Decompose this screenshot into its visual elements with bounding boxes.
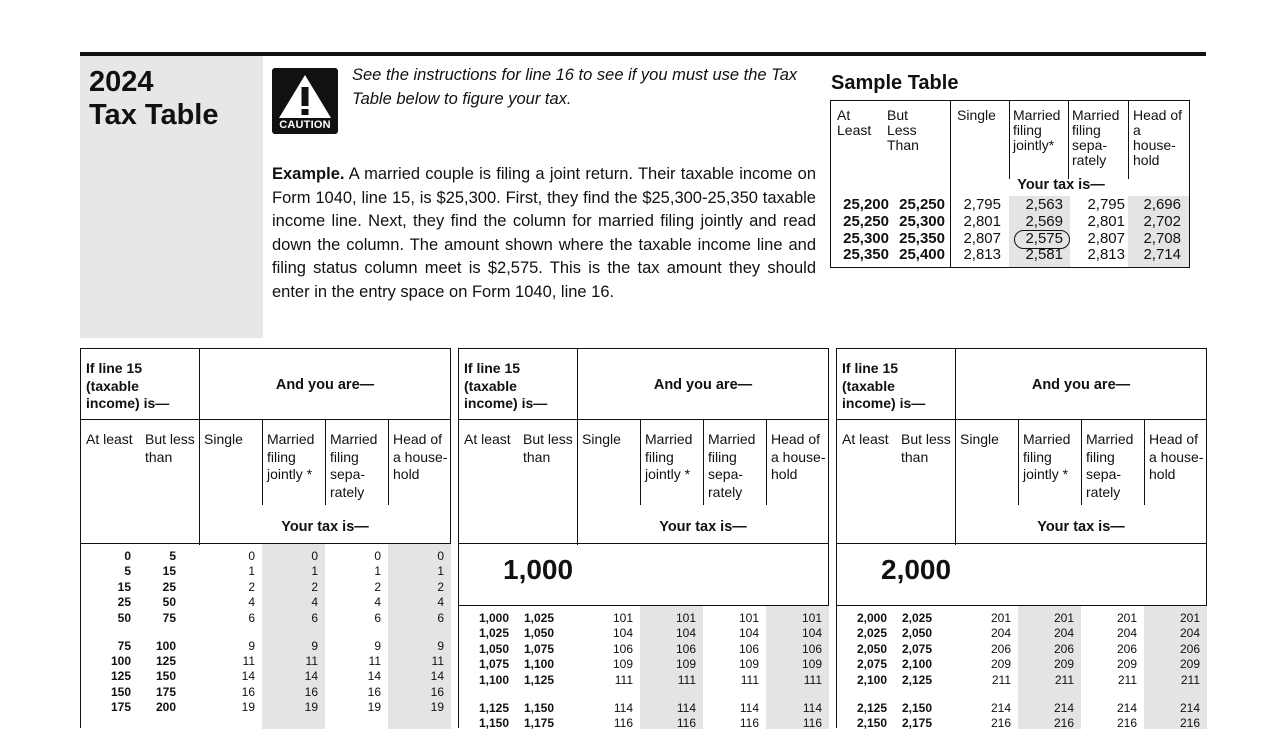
sample-cell: 2,813	[1087, 246, 1125, 264]
table-cell: 19	[241, 700, 255, 715]
if-line-label: If line 15 (taxable income) is—	[86, 360, 170, 411]
year-title: 2024	[89, 66, 154, 98]
column-header: Married filing sepa-rately	[708, 431, 756, 500]
table-row	[459, 657, 829, 673]
sample-cell: 2,702	[1143, 212, 1181, 230]
sample-cell: 25,250	[843, 212, 889, 230]
table-row	[459, 642, 829, 658]
sample-cell: 25,350	[899, 229, 945, 247]
if-line-label: If line 15 (taxable income) is—	[842, 360, 926, 411]
table-row	[81, 654, 451, 670]
sample-cell: 2,563	[1025, 196, 1063, 213]
table-cell: 1	[437, 564, 444, 579]
table-cell: 204	[1053, 626, 1074, 641]
sample-row	[831, 197, 1189, 214]
sample-header: Married filing jointly*	[1013, 107, 1061, 153]
table-cell: 106	[675, 641, 696, 656]
sample-cell: 2,708	[1143, 229, 1181, 247]
table-cell: 1,050	[523, 626, 554, 641]
sample-cell: 25,300	[899, 212, 945, 230]
table-cell: 2,125	[901, 672, 932, 687]
thousand-heading: 2,000	[881, 554, 952, 585]
table-cell: 16	[241, 684, 255, 699]
table-cell: 4	[248, 595, 255, 610]
table-cell: 206	[1116, 641, 1137, 656]
sample-cell: 2,807	[1087, 229, 1125, 247]
sample-cell: 2,696	[1143, 196, 1181, 213]
column-header: But less than	[145, 431, 195, 465]
table-row	[459, 701, 829, 717]
sample-cell: 25,250	[899, 196, 945, 213]
table-cell: 150	[110, 684, 131, 699]
sample-divider	[1009, 101, 1010, 179]
table-cell: 2,025	[901, 611, 932, 625]
table-cell: 6	[437, 610, 444, 625]
table-cell: 11	[368, 653, 381, 668]
column-header: At least	[464, 431, 511, 447]
table-cell: 4	[374, 595, 381, 610]
table-cell: 1,050	[478, 641, 509, 656]
table-cell: 1,025	[478, 626, 509, 641]
table-cell: 216	[1179, 715, 1200, 730]
column-header: Married filing sepa-rately	[1086, 431, 1134, 500]
table-row	[837, 701, 1207, 717]
table-row	[81, 564, 451, 580]
table-cell: 0	[124, 549, 131, 563]
sample-cell: 2,581	[1025, 246, 1063, 264]
table-cell: 25	[162, 579, 176, 594]
tax-table-panel	[836, 348, 1207, 728]
table-cell: 101	[612, 611, 633, 625]
sample-cell: 2,807	[963, 229, 1001, 247]
table-cell: 101	[738, 611, 759, 625]
table-divider	[388, 419, 389, 505]
table-cell: 9	[248, 638, 255, 653]
table-cell: 100	[110, 653, 131, 668]
table-cell: 6	[248, 610, 255, 625]
sample-cell: 2,575	[1025, 229, 1063, 247]
sample-divider	[1128, 101, 1129, 179]
table-cell: 50	[162, 595, 176, 610]
sample-cell: 2,801	[963, 212, 1001, 230]
table-divider	[703, 419, 704, 505]
table-cell: 16	[430, 684, 444, 699]
table-cell: 2,175	[901, 715, 932, 730]
table-divider	[1018, 419, 1019, 505]
table-cell: 1,100	[478, 672, 509, 687]
page-title: Tax Table	[89, 99, 219, 131]
table-cell: 2,150	[901, 700, 932, 715]
table-cell: 216	[1116, 715, 1137, 730]
table-cell: 104	[675, 626, 696, 641]
sample-row	[831, 231, 1189, 248]
table-cell: 2,075	[856, 657, 887, 672]
table-cell: 19	[367, 700, 381, 715]
table-cell: 209	[1116, 657, 1137, 672]
table-divider	[325, 419, 326, 505]
table-divider	[1144, 419, 1145, 505]
tax-table-panel	[458, 348, 829, 728]
table-row	[837, 611, 1207, 627]
table-cell: 114	[802, 700, 822, 715]
table-cell: 16	[304, 684, 318, 699]
table-cell: 100	[155, 638, 176, 653]
table-cell: 2,125	[856, 700, 887, 715]
table-cell: 201	[990, 611, 1011, 625]
table-cell: 216	[990, 715, 1011, 730]
table-cell: 11	[431, 653, 444, 668]
table-cell: 6	[374, 610, 381, 625]
table-rule	[81, 419, 199, 420]
sample-cell: 2,714	[1143, 246, 1181, 264]
table-divider	[766, 419, 767, 505]
table-cell: 1,150	[523, 700, 554, 715]
column-header: Married filing jointly *	[267, 431, 315, 482]
table-cell: 9	[437, 638, 444, 653]
intro-text: See the instructions for line 16 to see if you must use the Tax Table below to figure your tax.	[352, 66, 798, 108]
thousand-heading: 1,000	[503, 554, 574, 585]
table-cell: 15	[117, 579, 131, 594]
caution-label: CAUTION	[279, 119, 331, 131]
table-cell: 2,050	[856, 641, 887, 656]
table-cell: 19	[304, 700, 318, 715]
table-cell: 111	[803, 672, 822, 687]
table-row	[81, 669, 451, 685]
table-cell: 25	[117, 595, 131, 610]
table-cell: 106	[612, 641, 633, 656]
table-cell: 116	[739, 715, 759, 730]
and-you-are-label: And you are—	[653, 377, 753, 393]
table-cell: 111	[614, 672, 633, 687]
table-cell: 1,125	[523, 672, 554, 687]
sample-cell: 2,795	[963, 196, 1001, 213]
table-cell: 211	[1117, 672, 1137, 687]
table-cell: 14	[430, 669, 444, 684]
table-cell: 101	[801, 611, 822, 625]
table-cell: 1,150	[478, 715, 509, 730]
table-row	[837, 657, 1207, 673]
table-cell: 111	[740, 672, 759, 687]
table-cell: 206	[1053, 641, 1074, 656]
table-rule	[837, 543, 1207, 544]
table-cell: 201	[1116, 611, 1137, 625]
sample-table	[830, 100, 1190, 268]
column-header: Married filing jointly *	[645, 431, 693, 482]
table-cell: 4	[311, 595, 318, 610]
table-cell: 1	[248, 564, 255, 579]
sample-table-title: Sample Table	[831, 72, 959, 94]
and-you-are-label: And you are—	[275, 377, 375, 393]
table-cell: 0	[311, 549, 318, 563]
table-cell: 75	[117, 638, 131, 653]
table-rule	[459, 543, 829, 544]
table-cell: 0	[374, 549, 381, 563]
table-cell: 50	[117, 610, 131, 625]
table-cell: 1,075	[478, 657, 509, 672]
table-rule	[459, 605, 829, 606]
table-cell: 211	[1180, 672, 1200, 687]
example-text: A married couple is filing a joint return. Their taxable income on Form 1040, line 15, is $25,300. First, they find the $25,300-25,350 taxable income line. Next, they find the column for married filing jointly and read down the column. The amount shown where the taxable income line and filing status column meet is $2,575. This is the tax amount they should enter in the entry space on Form 1040, line 16.	[272, 165, 816, 301]
table-cell: 0	[437, 549, 444, 563]
table-cell: 109	[801, 657, 822, 672]
table-cell: 2,025	[856, 626, 887, 641]
example-label: Example.	[272, 165, 345, 183]
table-cell: 204	[1179, 626, 1200, 641]
your-tax-label: Your tax is—	[1037, 519, 1125, 535]
table-cell: 206	[990, 641, 1011, 656]
if-line-label: If line 15 (taxable income) is—	[464, 360, 548, 411]
table-cell: 1	[374, 564, 381, 579]
table-cell: 2	[248, 579, 255, 594]
table-cell: 116	[613, 715, 633, 730]
table-cell: 109	[675, 657, 696, 672]
table-cell: 19	[430, 700, 444, 715]
table-cell: 106	[801, 641, 822, 656]
table-row	[81, 595, 451, 611]
column-header: Head of a house-hold	[393, 431, 448, 482]
table-cell: 5	[169, 549, 176, 563]
tax-table-panel	[80, 348, 451, 728]
table-rule	[459, 419, 577, 420]
table-row	[459, 716, 829, 731]
table-cell: 201	[1053, 611, 1074, 625]
table-cell: 116	[802, 715, 822, 730]
table-cell: 1,000	[478, 611, 509, 625]
table-cell: 2,050	[901, 626, 932, 641]
column-header: Married filing jointly *	[1023, 431, 1071, 482]
table-cell: 214	[990, 700, 1011, 715]
table-cell: 1,175	[523, 715, 554, 730]
table-cell: 211	[1054, 672, 1074, 687]
table-cell: 175	[110, 700, 131, 715]
sample-cell: 2,795	[1087, 196, 1125, 213]
table-row	[81, 700, 451, 716]
your-tax-label: Your tax is—	[281, 519, 369, 535]
sample-header: Married filing sepa-rately	[1072, 107, 1120, 168]
table-cell: 209	[1053, 657, 1074, 672]
sample-your-tax: Your tax is—	[1017, 177, 1105, 193]
column-header: At least	[842, 431, 889, 447]
example-paragraph	[272, 163, 816, 304]
table-row	[81, 580, 451, 596]
column-header: Head of a house-hold	[1149, 431, 1204, 482]
sample-cell: 2,801	[1087, 212, 1125, 230]
table-cell: 11	[305, 653, 318, 668]
table-row	[837, 642, 1207, 658]
table-row	[459, 626, 829, 642]
sample-header: Single	[957, 107, 996, 123]
column-header: Head of a house-hold	[771, 431, 826, 482]
table-cell: 216	[1053, 715, 1074, 730]
table-cell: 175	[155, 684, 176, 699]
table-cell: 16	[367, 684, 381, 699]
table-cell: 14	[367, 669, 381, 684]
table-row	[81, 549, 451, 565]
table-cell: 204	[1116, 626, 1137, 641]
table-cell: 101	[675, 611, 696, 625]
table-divider	[1081, 419, 1082, 505]
table-cell: 11	[242, 653, 255, 668]
table-divider	[262, 419, 263, 505]
table-cell: 209	[1179, 657, 1200, 672]
table-cell: 204	[990, 626, 1011, 641]
sample-cell: 25,300	[843, 229, 889, 247]
table-cell: 1,125	[478, 700, 509, 715]
sample-cell: 25,200	[843, 196, 889, 213]
sample-cell: 2,813	[963, 246, 1001, 264]
sample-header: Head of a house-hold	[1133, 107, 1183, 168]
table-cell: 104	[738, 626, 759, 641]
table-cell: 109	[612, 657, 633, 672]
column-header: Single	[582, 431, 621, 447]
column-header: Single	[960, 431, 999, 447]
table-cell: 1,075	[523, 641, 554, 656]
table-cell: 2	[374, 579, 381, 594]
table-cell: 2	[437, 579, 444, 594]
table-row	[837, 673, 1207, 689]
sample-cell: 25,400	[899, 246, 945, 264]
table-cell: 2,100	[901, 657, 932, 672]
sample-row	[831, 247, 1189, 264]
table-rule	[837, 419, 955, 420]
table-cell: 201	[1179, 611, 1200, 625]
column-header: At least	[86, 431, 133, 447]
table-cell: 1	[311, 564, 318, 579]
table-cell: 2	[311, 579, 318, 594]
table-cell: 125	[110, 669, 131, 684]
highlight-oval	[1014, 230, 1070, 249]
table-cell: 150	[155, 669, 176, 684]
table-row	[459, 673, 829, 689]
table-cell: 5	[124, 564, 131, 579]
table-divider	[640, 419, 641, 505]
table-row	[837, 716, 1207, 731]
table-cell: 111	[677, 672, 696, 687]
title-box	[80, 56, 263, 338]
table-cell: 109	[738, 657, 759, 672]
sample-header: But Less Than	[887, 107, 919, 153]
sample-cell: 25,350	[843, 246, 889, 264]
and-you-are-label: And you are—	[1031, 377, 1131, 393]
table-row	[81, 611, 451, 627]
table-row	[81, 685, 451, 701]
table-cell: 214	[1116, 700, 1137, 715]
table-cell: 14	[304, 669, 318, 684]
table-cell: 1,100	[523, 657, 554, 672]
table-cell: 200	[155, 700, 176, 715]
table-cell: 106	[738, 641, 759, 656]
sample-header: At Least	[837, 107, 872, 138]
table-cell: 2,150	[856, 715, 887, 730]
sample-cell: 2,569	[1025, 212, 1063, 230]
column-header: Married filing sepa-rately	[330, 431, 378, 500]
table-cell: 114	[739, 700, 759, 715]
table-cell: 114	[676, 700, 696, 715]
table-cell: 15	[162, 564, 176, 579]
table-cell: 6	[311, 610, 318, 625]
table-cell: 209	[990, 657, 1011, 672]
table-cell: 75	[162, 610, 176, 625]
table-row	[837, 626, 1207, 642]
table-cell: 2,075	[901, 641, 932, 656]
table-cell: 125	[155, 653, 176, 668]
table-rule	[837, 605, 1207, 606]
table-cell: 9	[311, 638, 318, 653]
table-cell: 0	[248, 549, 255, 563]
table-rule	[81, 543, 451, 544]
table-cell: 214	[1053, 700, 1074, 715]
table-cell: 116	[676, 715, 696, 730]
table-cell: 4	[437, 595, 444, 610]
table-cell: 114	[613, 700, 633, 715]
table-cell: 1,025	[523, 611, 554, 625]
column-header: Single	[204, 431, 243, 447]
caution-icon	[272, 68, 338, 134]
column-header: But less than	[523, 431, 573, 465]
table-cell: 214	[1179, 700, 1200, 715]
table-row	[81, 639, 451, 655]
column-header: But less than	[901, 431, 951, 465]
table-row	[459, 611, 829, 627]
table-cell: 14	[241, 669, 255, 684]
table-cell: 104	[612, 626, 633, 641]
sample-row	[831, 214, 1189, 231]
table-cell: 2,100	[856, 672, 887, 687]
your-tax-label: Your tax is—	[659, 519, 747, 535]
table-cell: 206	[1179, 641, 1200, 656]
table-cell: 2,000	[856, 611, 887, 625]
table-cell: 211	[991, 672, 1011, 687]
table-cell: 9	[374, 638, 381, 653]
table-cell: 104	[801, 626, 822, 641]
